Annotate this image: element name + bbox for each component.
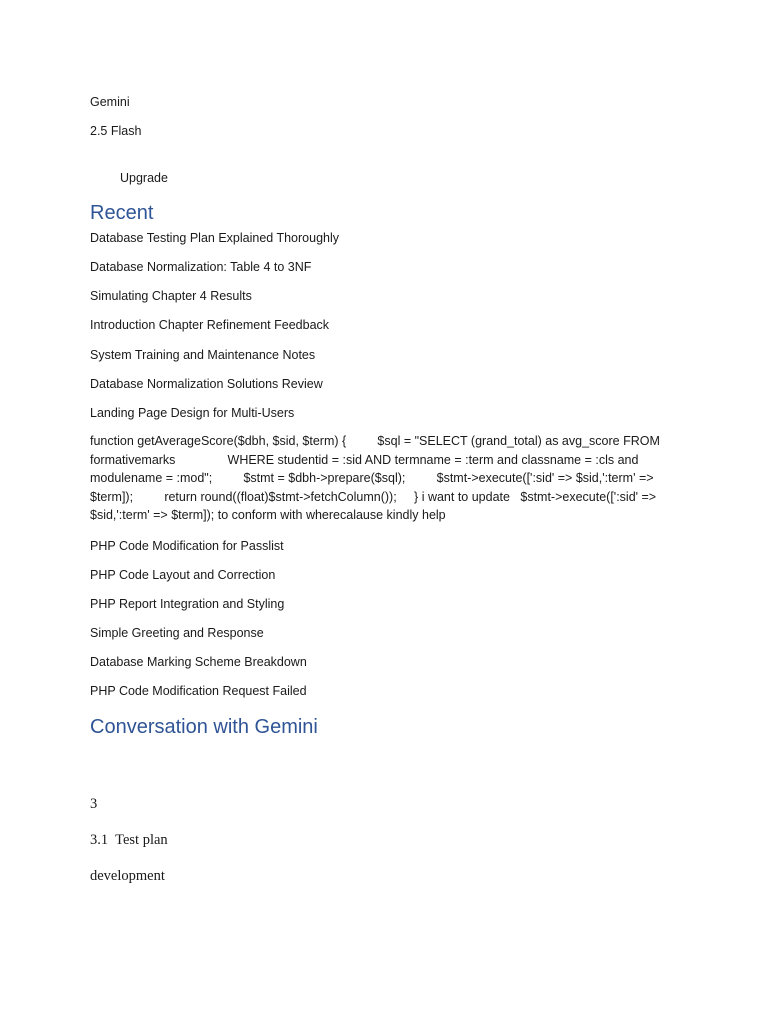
recent-item[interactable]: PHP Code Modification Request Failed (90, 684, 307, 698)
recent-item[interactable]: Simulating Chapter 4 Results (90, 289, 252, 303)
recent-item[interactable]: Simple Greeting and Response (90, 626, 264, 640)
recent-item[interactable]: PHP Report Integration and Styling (90, 597, 285, 611)
section-title: 3.1 Test plan (90, 832, 168, 848)
recent-item[interactable]: Database Testing Plan Explained Thoroughly (90, 231, 340, 245)
recent-item[interactable]: Database Normalization Solutions Review (90, 377, 323, 391)
recent-item[interactable]: System Training and Maintenance Notes (90, 348, 316, 362)
recent-item[interactable]: Landing Page Design for Multi-Users (90, 406, 295, 420)
model-selector[interactable]: 2.5 Flash (90, 124, 142, 138)
recent-item[interactable]: PHP Code Layout and Correction (90, 568, 276, 582)
recent-item-code-prompt[interactable]: function getAverageScore($dbh, $sid, $term) { $sql = "SELECT (grand_total) as avg_score FROM formativemarks WHERE studentid = :sid AND termname = :term and classname = :cls and modulename = :mod"; $stmt = $dbh->prepare($sql); $stmt->execute([':sid' => $sid,':term' => $term]); return round((float)$stmt->fetchColumn()); } i want to update $stmt->execute([':sid' => $sid,':term' => $term]); to conform with wherecalause kindly help (90, 434, 664, 522)
recent-heading: Recent (90, 202, 154, 224)
upgrade-button[interactable]: Upgrade (120, 171, 168, 185)
recent-item[interactable]: PHP Code Modification for Passlist (90, 539, 284, 553)
section-title-continued: development (90, 868, 165, 884)
chapter-number: 3 (90, 796, 98, 812)
conversation-heading: Conversation with Gemini (90, 716, 318, 738)
recent-item[interactable]: Introduction Chapter Refinement Feedback (90, 318, 330, 332)
recent-item[interactable]: Database Normalization: Table 4 to 3NF (90, 260, 312, 274)
recent-item[interactable]: Database Marking Scheme Breakdown (90, 655, 307, 669)
app-name: Gemini (90, 95, 130, 109)
